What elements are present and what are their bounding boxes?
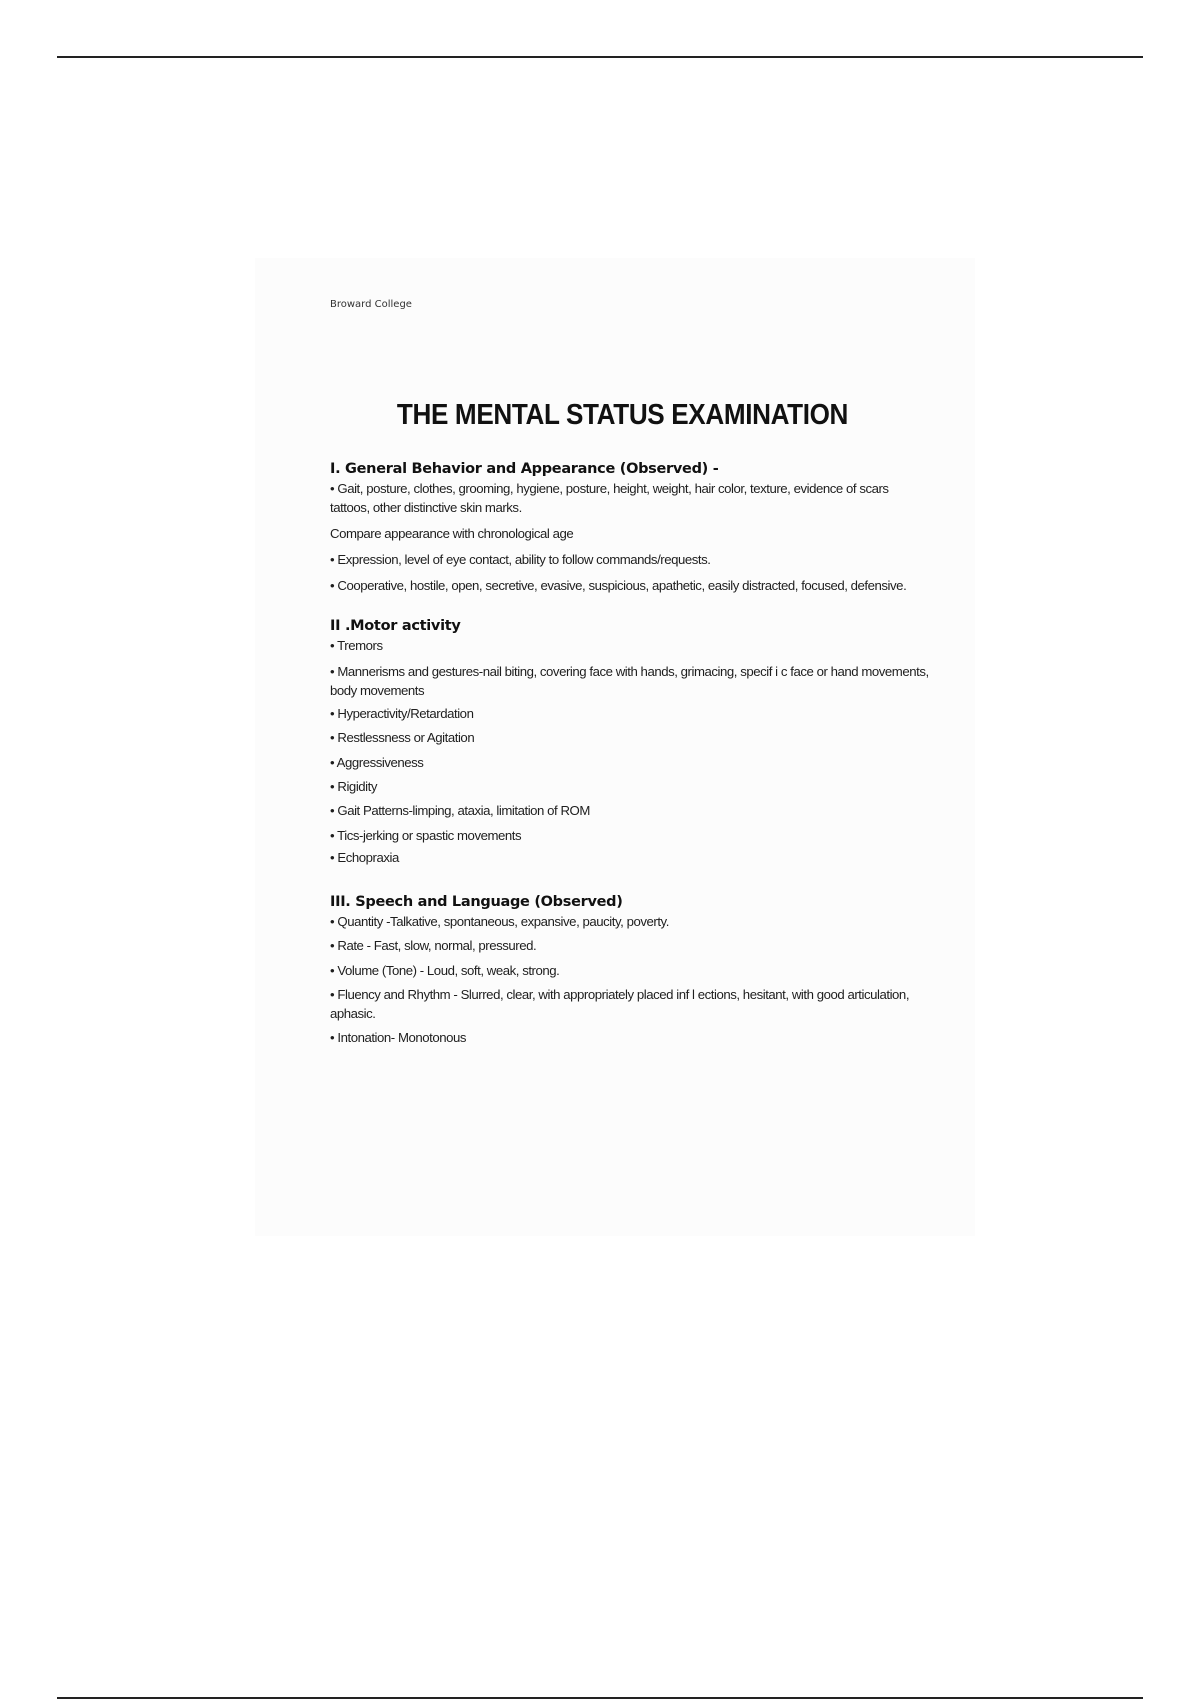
list-item: • Quantity -Talkative, spontaneous, expansive, paucity, poverty. bbox=[330, 914, 669, 929]
list-item: • Tics-jerking or spastic movements bbox=[330, 828, 522, 843]
list-item: • Echopraxia bbox=[330, 850, 399, 865]
list-item: • Tremors bbox=[330, 638, 383, 653]
section-speech-language bbox=[330, 893, 930, 1047]
section-general-behavior bbox=[330, 460, 930, 595]
section-heading: I. General Behavior and Appearance (Observed) - bbox=[330, 461, 719, 477]
document-content bbox=[330, 298, 930, 1047]
list-item: • Rate - Fast, slow, normal, pressured. bbox=[330, 938, 537, 953]
section-motor-activity bbox=[330, 617, 930, 867]
section-heading: III. Speech and Language (Observed) bbox=[330, 894, 623, 910]
list-item: • Aggressiveness bbox=[330, 755, 424, 770]
list-item: Compare appearance with chronological age bbox=[330, 526, 574, 541]
list-item: • Intonation- Monotonous bbox=[330, 1030, 467, 1045]
list-item: • Cooperative, hostile, open, secretive, evasive, suspicious, apathetic, easily distracted, focused, defensive. bbox=[330, 578, 907, 593]
list-item: • Gait Patterns-limping, ataxia, limitation of ROM bbox=[330, 803, 590, 818]
list-item: • Mannerisms and gestures-nail biting, covering face with hands, grimacing, specif i c face or hand movements, body movements bbox=[330, 664, 929, 698]
list-item: • Hyperactivity/Retardation bbox=[330, 706, 474, 721]
top-divider bbox=[57, 56, 1143, 58]
list-item: • Restlessness or Agitation bbox=[330, 730, 475, 745]
list-item: • Volume (Tone) - Loud, soft, weak, strong. bbox=[330, 963, 560, 978]
list-item: • Gait, posture, clothes, grooming, hygiene, posture, height, weight, hair color, texture, evidence of scars tattoos, other distinctive skin marks. bbox=[330, 481, 889, 515]
bottom-divider bbox=[57, 1697, 1143, 1699]
list-item: • Expression, level of eye contact, ability to follow commands/requests. bbox=[330, 552, 711, 567]
section-heading: II .Motor activity bbox=[330, 618, 461, 634]
institution-name: Broward College bbox=[330, 299, 412, 310]
document-title: THE MENTAL STATUS EXAMINATION bbox=[396, 399, 849, 431]
list-item: • Rigidity bbox=[330, 779, 378, 794]
list-item: • Fluency and Rhythm - Slurred, clear, with appropriately placed inf l ections, hesitant, with good articulation, aphasic. bbox=[330, 987, 910, 1021]
